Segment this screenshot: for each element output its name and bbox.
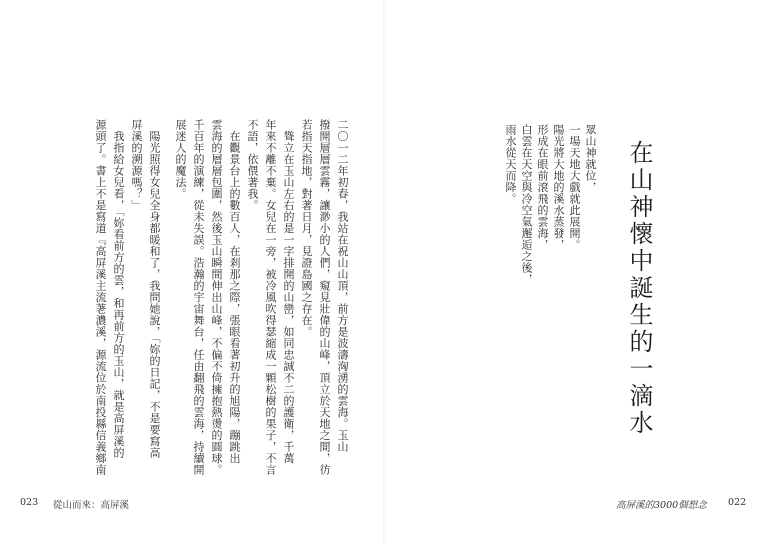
prose-line-3: 若指天指地，對著日月，見證島國之存在。	[300, 119, 314, 338]
book-gutter	[383, 0, 385, 545]
poem-line-2: 一場天地大戲就此展開。	[568, 124, 582, 251]
poem-line-4: 形成在眼前滾飛的雲海，	[536, 124, 550, 251]
prose-line-4: 聳立在玉山左右的是一字排開的山巒，如同忠誠不二的護衛，千萬	[282, 119, 296, 464]
prose-line-9: 千百年的演練，從未失誤。浩瀚的宇宙舞台，任由翻飛的雲海，持續開	[192, 119, 206, 476]
prose-line-2: 撥開層層雲霧，讓渺小的人們，窺見壯偉的山峰，頂立於天地之間，彷	[318, 119, 332, 476]
prose-line-6: 不語，依偎著我。	[246, 119, 260, 211]
prose-line-13: 我指給女兒看，「妳看前方的雲，和再前方的玉山，就是高屏溪的	[112, 119, 126, 459]
right-running-title: 高屏溪的3000個想念	[616, 500, 707, 511]
poem-line-6: 雨水從天而降。	[504, 124, 518, 205]
poem-line-1: 眾山神就位，	[584, 124, 598, 193]
poem-line-5: 白雲在天空與冷空氣邂逅之後，	[520, 124, 534, 285]
left-running-title: 從山而來：高屏溪	[53, 500, 130, 511]
prose-line-7: 在觀景台上的數百人，在剎那之際，張眼看著初升的旭陽，蹦跳出	[228, 119, 242, 464]
chapter-title: 在山神懷中誕生的一滴水	[625, 140, 653, 437]
prose-line-14: 源頭了。書上不是寫道『高屏溪主流荖濃溪，源流位於南投縣信義鄉南	[94, 119, 108, 476]
prose-line-12: 屏溪的溯源嗎？」	[130, 119, 144, 211]
prose-line-5: 年來不離不棄。女兒在一旁，被冷風吹得瑟縮成一顆松樹的果子，不言	[264, 119, 278, 476]
left-page-number: 023	[20, 497, 39, 508]
prose-line-10: 展迷人的魔法。	[174, 119, 188, 200]
prose-line-11: 陽光照得女兒全身都暖和了，我問她說，「妳的日記，不是要寫高	[148, 119, 162, 459]
right-page-number: 022	[728, 497, 747, 508]
prose-line-1: 二〇一二年初春，我站在祝山山頂，前方是波濤洶湧的雲海。玉山	[336, 119, 350, 453]
prose-line-8: 雲海的層層包圍，然後玉山瞬間伸出山峰，不偏不倚擁抱熱燙的圓球。	[210, 119, 224, 476]
poem-line-3: 陽光將大地的溪水蒸發，	[552, 124, 566, 251]
